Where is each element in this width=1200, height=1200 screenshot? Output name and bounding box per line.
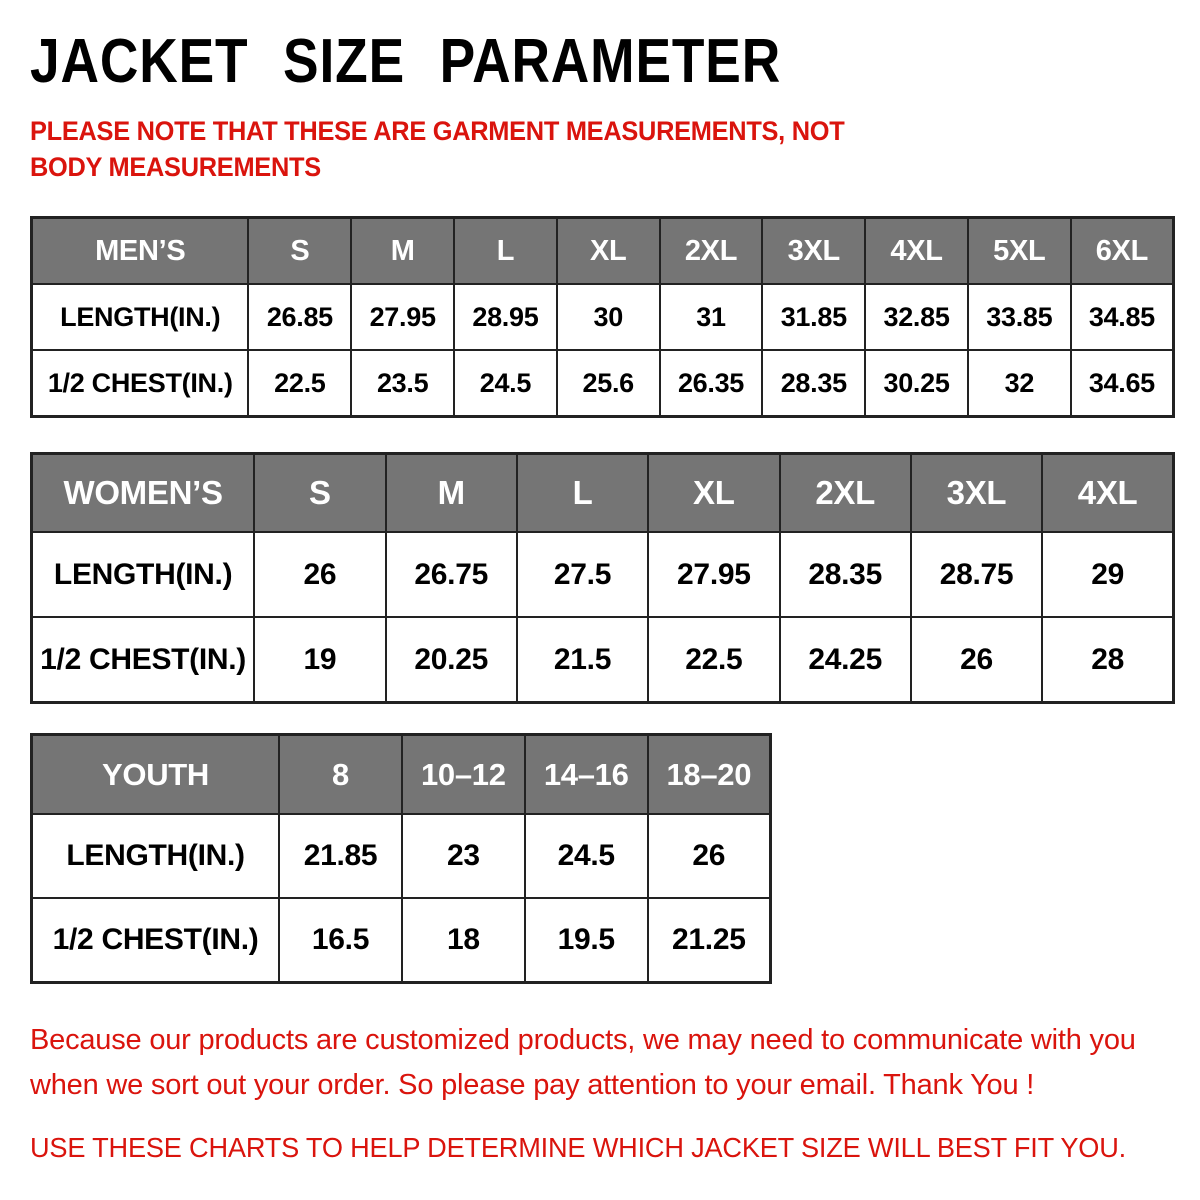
womens-row-label: LENGTH(IN.) — [32, 532, 255, 617]
mens-size-value: 28.35 — [762, 350, 865, 416]
mens-size-column-header: 4XL — [865, 217, 968, 284]
mens-size-column-header: 6XL — [1071, 217, 1174, 284]
youth-size-value: 16.5 — [279, 898, 402, 982]
womens-size-value: 28.35 — [780, 532, 911, 617]
mens-size-column-header: L — [454, 217, 557, 284]
youth-header-row — [32, 734, 771, 814]
womens-size-column-header: M — [386, 453, 517, 532]
mens-size-column-header: 2XL — [660, 217, 763, 284]
mens-row-label: LENGTH(IN.) — [32, 284, 249, 350]
womens-size-value: 27.95 — [648, 532, 779, 617]
youth-size-value: 19.5 — [525, 898, 648, 982]
mens-size-table — [30, 216, 1175, 418]
mens-measurement-row — [32, 350, 1174, 416]
womens-size-column-header: 3XL — [911, 453, 1042, 532]
womens-size-value: 27.5 — [517, 532, 648, 617]
mens-measurement-row — [32, 284, 1174, 350]
mens-size-value: 34.65 — [1071, 350, 1174, 416]
youth-size-table — [30, 733, 772, 984]
youth-size-value: 23 — [402, 814, 525, 898]
womens-size-column-header: 2XL — [780, 453, 911, 532]
mens-table-title: MEN’S — [32, 217, 249, 284]
womens-header-row — [32, 453, 1174, 532]
mens-size-value: 24.5 — [454, 350, 557, 416]
womens-size-value: 19 — [254, 617, 385, 702]
womens-size-value: 29 — [1042, 532, 1173, 617]
mens-size-value: 31.85 — [762, 284, 865, 350]
youth-size-value: 26 — [648, 814, 771, 898]
mens-size-column-header: S — [248, 217, 351, 284]
youth-size-column-header: 18–20 — [648, 734, 771, 814]
womens-table-title: WOMEN’S — [32, 453, 255, 532]
womens-row-label: 1/2 CHEST(IN.) — [32, 617, 255, 702]
page-title: JACKET SIZE PARAMETER — [30, 27, 782, 96]
youth-size-value: 18 — [402, 898, 525, 982]
youth-size-value: 21.85 — [279, 814, 402, 898]
youth-size-column-header: 8 — [279, 734, 402, 814]
youth-measurement-row — [32, 814, 771, 898]
womens-size-value: 26.75 — [386, 532, 517, 617]
mens-size-value: 23.5 — [351, 350, 454, 416]
womens-size-value: 24.25 — [780, 617, 911, 702]
mens-size-value: 30 — [557, 284, 660, 350]
mens-size-value: 34.85 — [1071, 284, 1174, 350]
mens-size-value: 32 — [968, 350, 1071, 416]
mens-size-value: 30.25 — [865, 350, 968, 416]
womens-size-table — [30, 452, 1175, 704]
womens-size-value: 21.5 — [517, 617, 648, 702]
youth-size-column-header: 14–16 — [525, 734, 648, 814]
mens-row-label: 1/2 CHEST(IN.) — [32, 350, 249, 416]
mens-size-value: 28.95 — [454, 284, 557, 350]
womens-size-value: 28 — [1042, 617, 1173, 702]
womens-size-value: 20.25 — [386, 617, 517, 702]
womens-size-column-header: XL — [648, 453, 779, 532]
womens-measurement-row — [32, 617, 1174, 702]
youth-size-value: 24.5 — [525, 814, 648, 898]
chart-usage-note: USE THESE CHARTS TO HELP DETERMINE WHICH JACKET SIZE WILL BEST FIT YOU. — [30, 1131, 1127, 1163]
womens-size-value: 26 — [254, 532, 385, 617]
youth-row-label: 1/2 CHEST(IN.) — [32, 898, 280, 982]
mens-size-column-header: M — [351, 217, 454, 284]
womens-size-column-header: 4XL — [1042, 453, 1173, 532]
youth-table-title: YOUTH — [32, 734, 280, 814]
youth-size-column-header: 10–12 — [402, 734, 525, 814]
mens-size-column-header: 5XL — [968, 217, 1071, 284]
customization-communication-note: Because our products are customized products, we may need to communicate with you when we sort out your order. So please pay attention to your email. Thank You ! — [30, 1023, 1136, 1101]
mens-size-value: 26.85 — [248, 284, 351, 350]
mens-header-row — [32, 217, 1174, 284]
mens-size-column-header: XL — [557, 217, 660, 284]
womens-size-value: 22.5 — [648, 617, 779, 702]
womens-measurement-row — [32, 532, 1174, 617]
mens-size-column-header: 3XL — [762, 217, 865, 284]
youth-size-value: 21.25 — [648, 898, 771, 982]
mens-size-value: 22.5 — [248, 350, 351, 416]
mens-size-value: 26.35 — [660, 350, 763, 416]
womens-size-value: 28.75 — [911, 532, 1042, 617]
womens-size-value: 26 — [911, 617, 1042, 702]
youth-measurement-row — [32, 898, 771, 982]
mens-size-value: 33.85 — [968, 284, 1071, 350]
youth-row-label: LENGTH(IN.) — [32, 814, 280, 898]
mens-size-value: 25.6 — [557, 350, 660, 416]
womens-size-column-header: S — [254, 453, 385, 532]
mens-size-value: 27.95 — [351, 284, 454, 350]
womens-size-column-header: L — [517, 453, 648, 532]
garment-measurement-note: PLEASE NOTE THAT THESE ARE GARMENT MEASUREMENTS, NOT BODY MEASUREMENTS — [30, 116, 845, 183]
mens-size-value: 31 — [660, 284, 763, 350]
mens-size-value: 32.85 — [865, 284, 968, 350]
